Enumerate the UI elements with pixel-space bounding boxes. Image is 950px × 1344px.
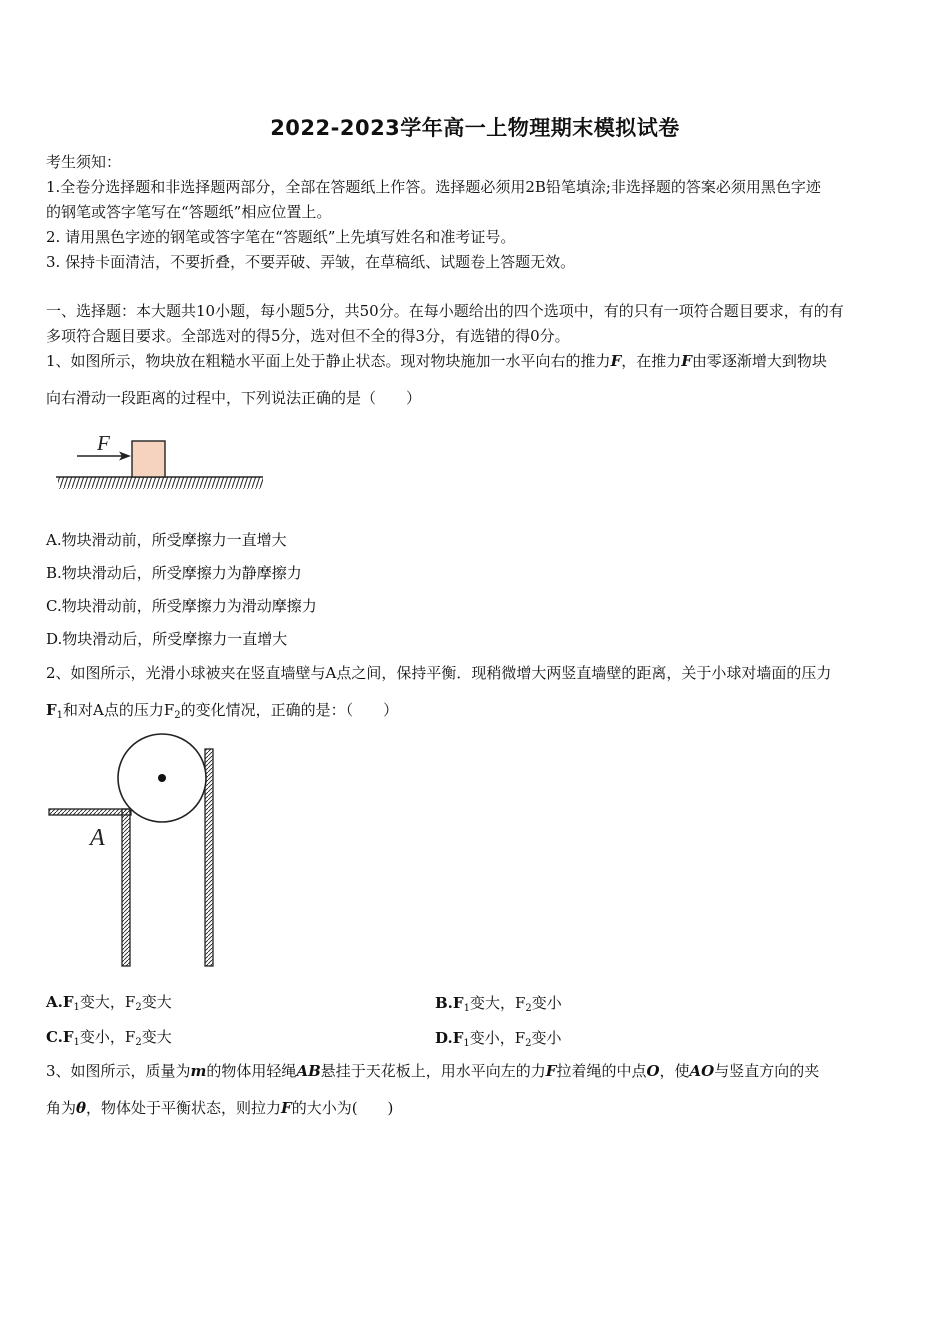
section-heading-line-1: 一、选择题：本大题共10小题，每小题5分，共50分。在每小题给出的四个选项中，有的只有一项符合题目要求，有的有 xyxy=(46,302,844,320)
notice-item-2: 2. 请用黑色字迹的钢笔或答字笔在“答题纸”上先填写姓名和准考证号。 xyxy=(46,228,516,246)
q3-stem-line-2: 角为θ，物体处于平衡状态，则拉力F的大小为( ) xyxy=(46,1099,394,1117)
q2-stem-line-2: $F_1$和对A点的压力$F_2$的变化情况，正确的是：（ ） xyxy=(46,701,399,721)
q1-option-d[interactable]: D.物块滑动后，所受摩擦力一直增大 xyxy=(46,630,288,648)
notice-item-3: 3. 保持卡面清洁，不要折叠，不要弄破、弄皱，在草稿纸、试题卷上答题无效。 xyxy=(46,253,576,271)
point-a-label: A xyxy=(90,825,105,851)
notice-item-1-line-2: 的钢笔或答字笔写在“答题纸”相应位置上。 xyxy=(46,203,332,221)
notice-item-1-line-1: 1.全卷分选择题和非选择题两部分，全部在答题纸上作答。选择题必须用2B铅笔填涂;非选择题的答案必须用黑色字迹 xyxy=(46,178,821,196)
ball-center xyxy=(158,774,166,782)
left-wall xyxy=(122,809,130,966)
section-heading-line-2: 多项符合题目要求。全部选对的得5分，选对但不全的得3分，有选错的得0分。 xyxy=(46,327,570,345)
ground-hatching xyxy=(58,477,263,489)
q2-option-d[interactable]: $D.F_1$变小，$F_2$变小 xyxy=(435,1029,562,1049)
q1-option-c[interactable]: C.物块滑动前，所受摩擦力为滑动摩擦力 xyxy=(46,597,317,615)
q3-stem-line-1: 3、如图所示，质量为m的物体用轻绳AB悬挂于天花板上，用水平向左的力F拉着绳的中点O，使AO与竖直方向的夹 xyxy=(46,1062,820,1080)
q2-option-b[interactable]: $B.F_1$变大，$F_2$变小 xyxy=(435,994,562,1014)
q2-option-a[interactable]: $A.F_1$变大，$F_2$变大 xyxy=(46,993,172,1013)
q1-stem-line-1: 1、如图所示，物块放在粗糙水平面上处于静止状态。现对物块施加一水平向右的推力F，在推力F由零逐渐增大到物块 xyxy=(46,352,827,370)
page-title: 2022-2023学年高一上物理期末模拟试卷 xyxy=(270,116,680,140)
block xyxy=(132,441,165,477)
force-label: F xyxy=(97,431,110,455)
q1-stem-line-2: 向右滑动一段距离的过程中，下列说法正确的是（ ） xyxy=(46,389,422,407)
q1-option-a[interactable]: A.物块滑动前，所受摩擦力一直增大 xyxy=(46,531,287,549)
q2-figure xyxy=(44,732,224,972)
q2-stem-line-1: 2、如图所示，光滑小球被夹在竖直墙壁与A点之间，保持平衡．现稍微增大两竖直墙壁的距离，关于小球对墙面的压力 xyxy=(46,664,832,682)
q1-figure xyxy=(52,428,268,494)
notice-heading: 考生须知： xyxy=(46,153,122,171)
q2-option-c[interactable]: $C.F_1$变小，$F_2$变大 xyxy=(46,1028,172,1048)
q1-option-b[interactable]: B.物块滑动后，所受摩擦力为静摩擦力 xyxy=(46,564,302,582)
ledge xyxy=(49,809,131,815)
